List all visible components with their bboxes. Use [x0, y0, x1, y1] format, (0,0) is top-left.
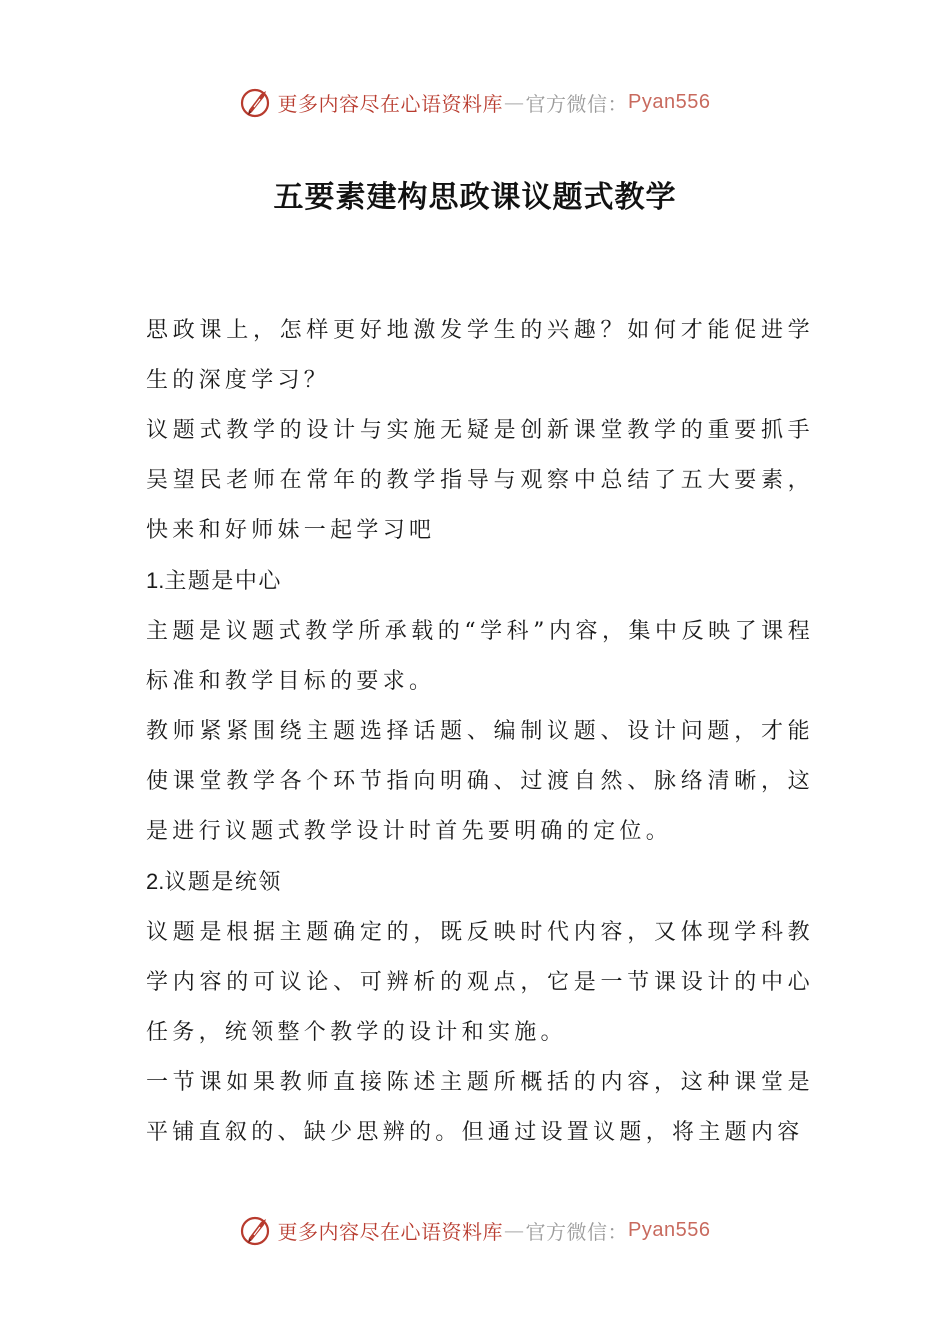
- section-1-paragraph-2: 教师紧紧围绕主题选择话题、编制议题、设计问题，才能使课堂教学各个环节指向明确、过渡自然、脉络清晰，这是进行议题式教学设计时首先要明确的定位。: [146, 719, 814, 844]
- document-body: [146, 306, 814, 1158]
- banner-separator: —: [504, 90, 525, 114]
- section-1-paragraph-1: 主题是议题式教学所承载的“学科”内容，集中反映了课程标准和教学目标的要求。: [146, 619, 814, 694]
- brand-text: 更多内容尽在心语资料库: [277, 91, 504, 116]
- section-title-1: 主题是中心: [164, 569, 282, 594]
- section-heading-2: [146, 857, 814, 908]
- section-title-2: 议题是统领: [164, 870, 282, 895]
- document-title: 五要素建构思政课议题式教学: [273, 180, 677, 215]
- pen-nib-circle-icon: [240, 1213, 274, 1247]
- brand-text: 更多内容尽在心语资料库: [277, 1219, 504, 1244]
- section-number-2: 2.: [146, 869, 165, 894]
- section-heading-1: [146, 556, 814, 607]
- wechat-id: Pyan556: [628, 1218, 711, 1241]
- section-2-paragraph-1: 议题是根据主题确定的，既反映时代内容，又体现学科教学内容的可议论、可辨析的观点，它是一节课设计的中心任务，统领整个教学的设计和实施。: [146, 920, 814, 1045]
- wechat-label: 官方微信：: [525, 91, 629, 116]
- banner-separator: —: [504, 1218, 525, 1242]
- wechat-label: 官方微信：: [525, 1219, 629, 1244]
- wechat-id: Pyan556: [628, 90, 711, 113]
- section-2-paragraph-2: 一节课如果教师直接陈述主题所概括的内容，这种课堂是平铺直叙的、缺少思辨的。但通过设置议题，将主题内容: [146, 1070, 814, 1145]
- header-watermark-banner: [0, 82, 950, 122]
- intro-paragraph-1: 思政课上，怎样更好地激发学生的兴趣？如何才能促进学生的深度学习？: [146, 318, 814, 393]
- intro-paragraph-2: 议题式教学的设计与实施无疑是创新课堂教学的重要抓手吴望民老师在常年的教学指导与观察中总结了五大要素，快来和好师妹一起学习吧: [146, 418, 814, 543]
- pen-nib-circle-icon: [240, 85, 274, 119]
- section-number-1: 1.: [146, 568, 165, 593]
- footer-watermark-banner: [0, 1210, 950, 1250]
